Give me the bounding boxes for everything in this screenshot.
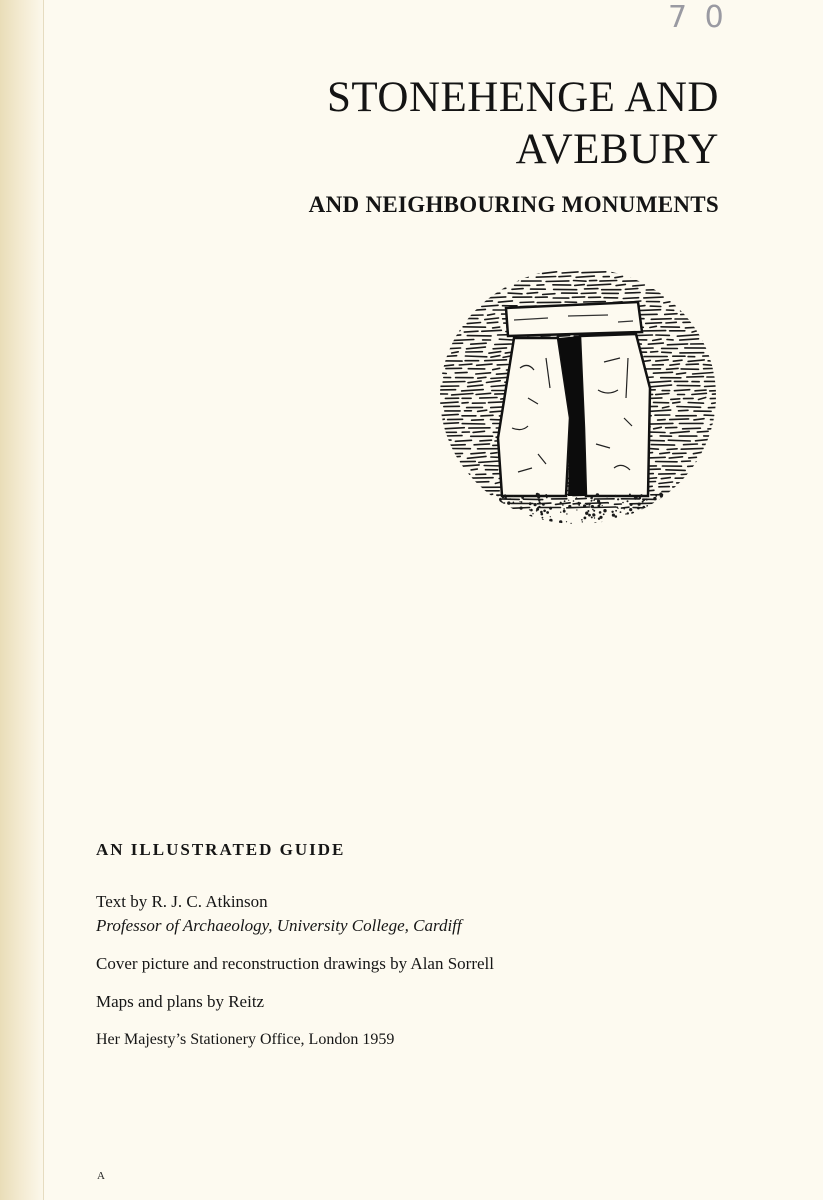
guide-label: AN ILLUSTRATED GUIDE xyxy=(96,840,346,859)
signature-mark: A xyxy=(97,1170,105,1182)
publisher-imprint: Her Majesty’s Stationery Office, London 1959 xyxy=(96,1031,395,1048)
text-author-credit: Text by R. J. C. Atkinson xyxy=(96,892,268,911)
stonehenge-trilithon-icon xyxy=(428,258,728,538)
cover-credit: Cover picture and reconstruction drawings by Alan Sorrell xyxy=(96,954,494,973)
pencil-note: 7 0 xyxy=(668,0,728,35)
page-edge-line xyxy=(43,0,44,1200)
maps-credit: Maps and plans by Reitz xyxy=(96,992,265,1011)
book-title: STONEHENGE AND AVEBURY xyxy=(326,74,719,173)
book-subtitle: AND NEIGHBOURING MONUMENTS xyxy=(308,192,719,217)
title-block xyxy=(119,72,719,220)
author-role: Professor of Archaeology, University College, Cardiff xyxy=(96,916,462,935)
credits-block xyxy=(96,840,494,1052)
page-gutter-shadow xyxy=(0,0,44,1200)
